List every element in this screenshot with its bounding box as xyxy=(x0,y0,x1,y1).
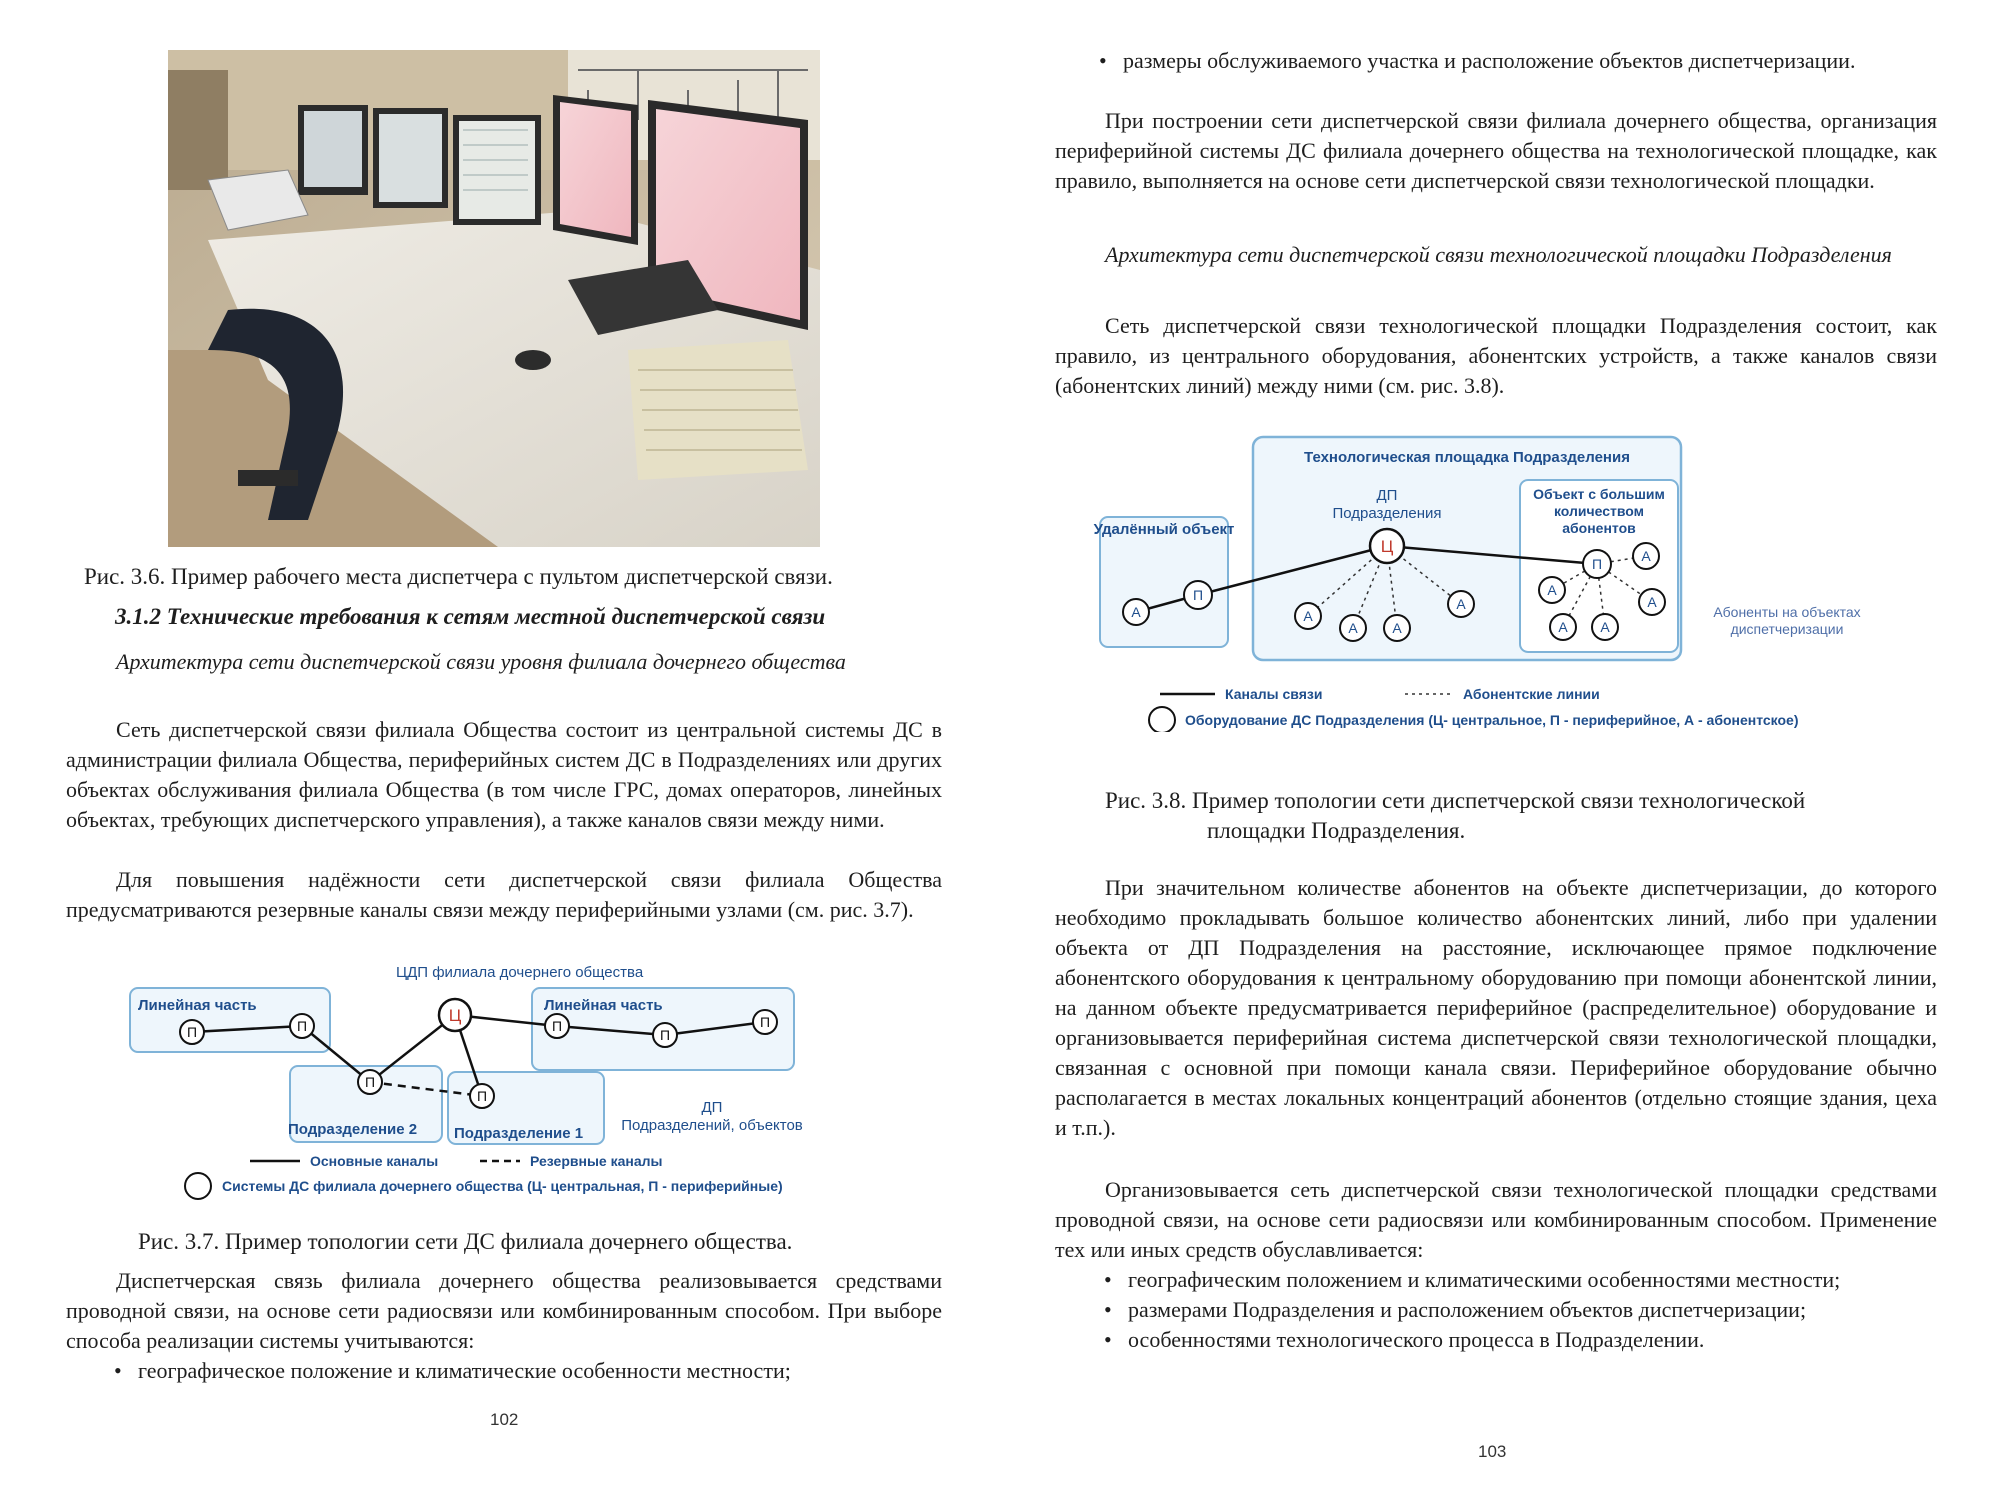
legend-systems: Системы ДС филиала дочернего общества (Ц- центральная, П - периферийные) xyxy=(222,1178,783,1194)
paragraph-periphery: При построении сети диспетчерской связи филиала дочернего общества, организация периферийной системы ДС филиала дочернего общества на технологической площадке, как правило, выполняется на основе сети диспетчерской связи технологической площадки. xyxy=(1055,108,1937,193)
legend-systems-circle xyxy=(185,1173,211,1199)
label-division-2: Подразделение 2 xyxy=(288,1121,418,1138)
svg-text:А: А xyxy=(1600,619,1610,635)
node-a-1 xyxy=(1295,603,1321,629)
svg-text:П: П xyxy=(296,1018,308,1034)
node-p-big-object xyxy=(1583,550,1611,578)
node-p-remote xyxy=(1184,581,1212,609)
node-p-4 xyxy=(653,1023,677,1047)
right-top-bullet-list xyxy=(1095,46,1937,76)
diagram-3-7-title: ЦДП филиала дочернего общества xyxy=(396,964,644,981)
svg-text:А: А xyxy=(1641,548,1651,564)
label-subscribers-note-2: диспетчеризации xyxy=(1730,621,1844,637)
page-number-right: 103 xyxy=(1478,1442,1507,1461)
dispatcher-workstation-photo xyxy=(168,50,820,547)
svg-text:П: П xyxy=(551,1018,563,1034)
node-a-remote xyxy=(1123,599,1149,625)
node-a-9 xyxy=(1592,614,1618,640)
paragraph-site-network: Сеть диспетчерской связи технологической площадки Подразделения состоит, как правило, из центрального оборудования, абонентских устройств, а также каналов связи (абонентских линий) между ними (см. рис. 3.8). xyxy=(1055,313,1937,398)
label-dp: ДП xyxy=(701,1099,723,1116)
label-linear-right: Линейная часть xyxy=(544,997,663,1014)
node-p-1 xyxy=(180,1020,204,1044)
node-p-5 xyxy=(753,1010,777,1034)
svg-text:А: А xyxy=(1558,619,1568,635)
svg-text:П: П xyxy=(364,1074,376,1090)
diagram-fig-3-8 xyxy=(1090,432,1970,732)
node-c-central xyxy=(439,999,471,1031)
svg-text:П: П xyxy=(476,1088,488,1104)
node-c-dp xyxy=(1370,529,1404,563)
legend-reserve-channels: Резервные каналы xyxy=(530,1153,663,1169)
legend-equipment-circle xyxy=(1149,707,1175,732)
section-heading: 3.1.2 Технические требования к сетям местной диспетчерской связи xyxy=(115,604,826,629)
label-linear-left: Линейная часть xyxy=(138,997,257,1014)
node-a-3 xyxy=(1384,615,1410,641)
right-bullet-list xyxy=(1100,1265,1937,1355)
fig-3-8-caption-line2: площадки Подразделения. xyxy=(1207,818,1466,843)
svg-text:Ц: Ц xyxy=(448,1006,462,1025)
paragraph-implementation: Диспетчерская связь филиала дочернего общества реализовывается средствами проводной связи, на основе сети радиосвязи или комбинированным способом. При выборе способа реализации системы учитываются: xyxy=(66,1268,942,1353)
svg-text:А: А xyxy=(1547,582,1557,598)
diagram-fig-3-7 xyxy=(110,960,890,1210)
svg-text:П: П xyxy=(1591,556,1603,572)
node-a-6 xyxy=(1539,577,1565,603)
fig-3-8-caption-line1: Рис. 3.8. Пример топологии сети диспетчерской связи технологической xyxy=(1105,788,1806,813)
fig-3-6-caption: Рис. 3.6. Пример рабочего места диспетчера с пультом диспетчерской связи. xyxy=(84,564,833,589)
right-page xyxy=(1000,0,2000,1500)
page-number-left: 102 xyxy=(490,1410,519,1429)
label-subscribers-note-1: Абоненты на объектах xyxy=(1713,604,1861,620)
paragraph-organization: Организовывается сеть диспетчерской связи технологической площадки средствами проводной связи, на основе сети радиосвязи или комбинированным способом. Применение тех или иных средств обуславливается: xyxy=(1055,1177,1937,1262)
node-p-2 xyxy=(290,1014,314,1038)
svg-text:А: А xyxy=(1392,620,1402,636)
svg-text:А: А xyxy=(1647,594,1657,610)
svg-text:А: А xyxy=(1131,604,1141,620)
svg-text:А: А xyxy=(1348,620,1358,636)
node-a-7 xyxy=(1639,589,1665,615)
legend-equipment: Оборудование ДС Подразделения (Ц- центральное, П - периферийное, А - абонентское) xyxy=(1185,712,1799,728)
node-a-8 xyxy=(1550,614,1576,640)
diagram-3-8-title: Технологическая площадка Подразделения xyxy=(1304,449,1630,466)
subheading-branch-architecture: Архитектура сети диспетчерской связи уровня филиала дочернего общества xyxy=(116,649,846,674)
label-division-1: Подразделение 1 xyxy=(454,1125,584,1142)
node-p-3 xyxy=(545,1014,569,1038)
label-dp-sub: Подразделения xyxy=(1332,505,1442,522)
paragraph-reserve-channels: Для повышения надёжности сети диспетчерской связи филиала Общества предусматриваются резервные каналы связи между периферийными узлами (см. рис. 3.7). xyxy=(66,867,942,922)
legend-channels: Каналы связи xyxy=(1225,686,1323,702)
paragraph-many-subscribers: При значительном количестве абонентов на объекте диспетчеризации, до которого необходимо прокладывать большое количество абонентских линий, либо при удалении объекта от ДП Подразделения на расстояние, исключающее прямое подключение абонентского оборудования к центральному оборудованию при помощи абонентской линии, на данном объекте предусматривается периферийное (распределительное) оборудование и организовывается периферийная система диспетчерской связи технологической площадки, связанная с основной при помощи канала связи. Периферийное оборудование обычно располагается в местах локальных концентраций абонентов (отдельно стоящие здания, цеха и т.п.). xyxy=(1055,875,1937,1140)
node-p-division-2 xyxy=(358,1070,382,1094)
list-item: • географическим положением и климатическими особенностями местности; xyxy=(1100,1265,1937,1295)
node-a-2 xyxy=(1340,615,1366,641)
svg-text:Ц: Ц xyxy=(1380,537,1394,556)
svg-text:А: А xyxy=(1456,596,1466,612)
svg-text:П: П xyxy=(1192,587,1204,603)
list-item: • размерами Подразделения и расположением объектов диспетчеризации; xyxy=(1100,1295,1937,1325)
label-dp-sub: Подразделений, объектов xyxy=(621,1117,803,1134)
svg-text:П: П xyxy=(186,1024,198,1040)
label-dp: ДП xyxy=(1376,487,1398,504)
node-p-division-1 xyxy=(470,1084,494,1108)
paragraph-branch-network: Сеть диспетчерской связи филиала Общества состоит из центральной системы ДС в администрации филиала Общества, периферийных систем ДС в Подразделениях или других объектах обслуживания филиала Общества (в том числе ГРС, домах операторов, линейных объектах, требующих диспетчерского управления), а также каналов связи между ними. xyxy=(66,717,942,832)
list-item: • географическое положение и климатические особенности местности; xyxy=(110,1356,942,1386)
subheading-site-architecture: Архитектура сети диспетчерской связи технологической площадки Подразделения xyxy=(1105,242,1892,267)
node-a-5 xyxy=(1633,543,1659,569)
fig-3-7-caption: Рис. 3.7. Пример топологии сети ДС филиала дочернего общества. xyxy=(138,1229,793,1254)
label-big-object: Объект с большим количеством абонентов xyxy=(1533,486,1665,536)
svg-text:П: П xyxy=(659,1027,671,1043)
list-item: • особенностями технологического процесса в Подразделении. xyxy=(1100,1325,1937,1355)
left-bullet-list xyxy=(110,1356,942,1386)
node-a-4 xyxy=(1448,591,1474,617)
svg-text:П: П xyxy=(759,1014,771,1030)
label-remote-object: Удалённый объект xyxy=(1093,521,1235,538)
legend-lines: Абонентские линии xyxy=(1463,686,1600,702)
legend-main-channels: Основные каналы xyxy=(310,1153,439,1169)
list-item: • размеры обслуживаемого участка и расположение объектов диспетчеризации. xyxy=(1095,46,1937,76)
svg-text:А: А xyxy=(1303,608,1313,624)
